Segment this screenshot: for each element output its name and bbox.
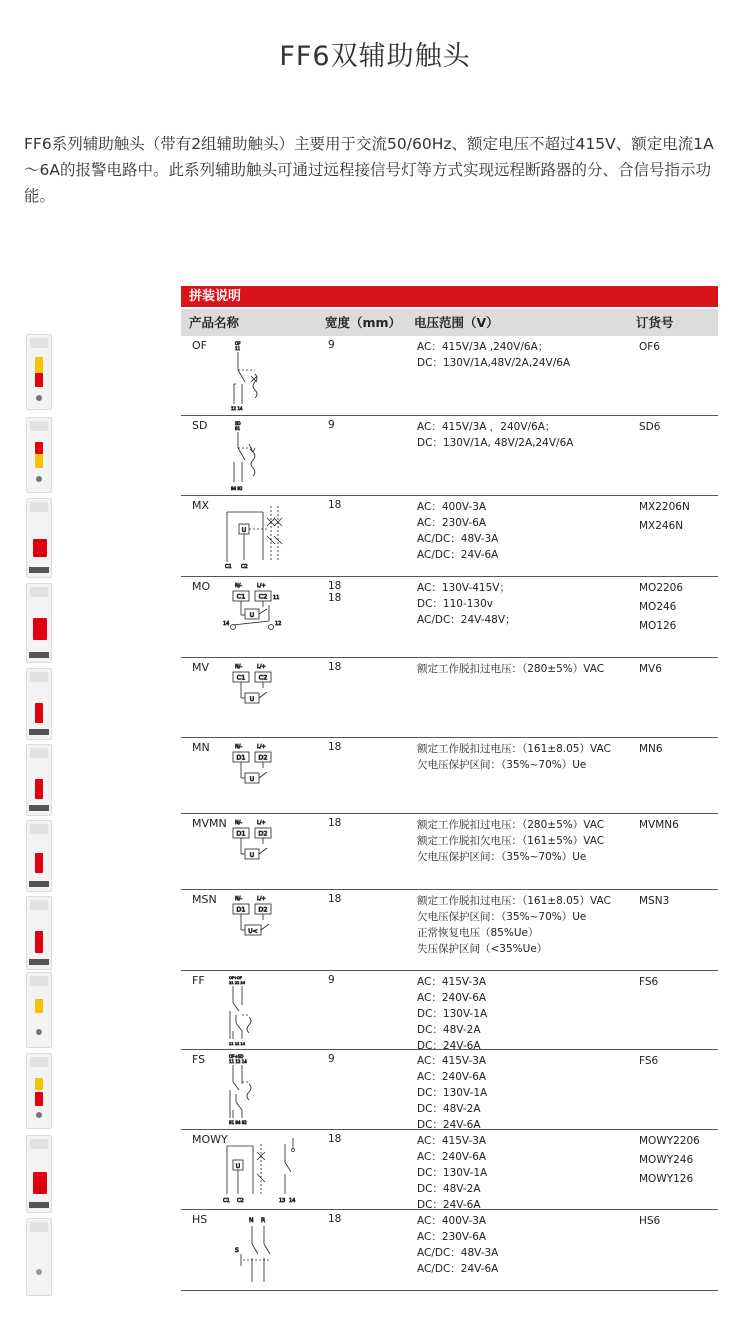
voltage-cell bbox=[406, 738, 628, 813]
diagram-label: D1 bbox=[236, 753, 246, 762]
width-cell bbox=[317, 1210, 406, 1290]
order-number: MN6 bbox=[639, 743, 663, 755]
order-number: MX2206N bbox=[639, 501, 690, 513]
width-value: 9 bbox=[328, 419, 335, 431]
product-cell bbox=[181, 738, 317, 813]
width-value: 9 bbox=[328, 974, 335, 986]
table-row bbox=[181, 416, 718, 496]
product-name: HS bbox=[192, 1213, 208, 1226]
product-thumbnail-mv bbox=[26, 668, 52, 740]
voltage-line: DC：24V-6A bbox=[417, 1199, 481, 1211]
voltage-line: 额定工作脱扣过电压：（280±5%）VAC bbox=[417, 819, 605, 831]
voltage-line: 欠电压保护区间：（35%~70%）Ue bbox=[417, 851, 587, 863]
product-thumbnail-of bbox=[26, 334, 52, 410]
order-cell bbox=[628, 1130, 718, 1209]
voltage-cell bbox=[406, 416, 628, 495]
order-cell bbox=[628, 890, 718, 970]
order-number: MOWY246 bbox=[639, 1154, 694, 1166]
voltage-line: 正常恢复电压（85%Ue） bbox=[417, 927, 539, 939]
diagram-label: C2 bbox=[258, 592, 268, 601]
diagram-label: N bbox=[249, 1217, 254, 1224]
product-thumbnail-mn bbox=[26, 744, 52, 816]
table-row bbox=[181, 890, 718, 971]
diagram-label: L/+ bbox=[257, 820, 266, 826]
order-cell bbox=[628, 336, 718, 415]
sd-switch-diagram bbox=[223, 420, 273, 492]
diagram-label: N/- bbox=[235, 744, 243, 750]
table-row bbox=[181, 738, 718, 814]
voltage-line: 额定工作脱扣过电压：（161±8.05）VAC bbox=[417, 743, 611, 755]
order-cell bbox=[628, 1050, 718, 1129]
hs-switch-diagram bbox=[223, 1214, 293, 1286]
product-cell bbox=[181, 971, 317, 1049]
product-name: MV bbox=[192, 661, 210, 674]
order-number: MV6 bbox=[639, 663, 662, 675]
voltage-line: AC：240V-6A bbox=[417, 1151, 487, 1163]
of-switch-diagram bbox=[223, 340, 273, 412]
order-number: HS6 bbox=[639, 1215, 661, 1227]
diagram-label: U bbox=[249, 852, 255, 859]
diagram-label: SD bbox=[235, 421, 241, 426]
diagram-label: 91 bbox=[235, 426, 241, 431]
width-value: 18 bbox=[328, 592, 342, 604]
voltage-line: 欠电压保护区间：（35%~70%）Ue bbox=[417, 759, 587, 771]
diagram-label: U bbox=[235, 1163, 241, 1170]
order-number: OF6 bbox=[639, 341, 660, 353]
voltage-line: AC：415V/3A ,240V/6A； bbox=[417, 341, 549, 353]
diagram-label: 21 22 24 bbox=[229, 981, 246, 985]
product-name: MX bbox=[192, 499, 210, 512]
product-name: MN bbox=[192, 741, 210, 754]
diagram-label: U bbox=[249, 776, 255, 783]
page-title: FF6双辅助触头 bbox=[279, 41, 471, 72]
voltage-line: 额定工作脱扣过电压：（161±8.05）VAC bbox=[417, 895, 611, 907]
product-name: MVMN bbox=[192, 817, 227, 830]
order-cell bbox=[628, 814, 718, 889]
voltage-cell bbox=[406, 658, 628, 737]
mo-coil-diagram bbox=[223, 581, 293, 641]
diagram-label: 11 bbox=[235, 346, 241, 351]
diagram-label: R bbox=[261, 1217, 266, 1224]
table-header-row bbox=[181, 309, 718, 336]
product-name: SD bbox=[192, 419, 208, 432]
order-number: MX246N bbox=[639, 520, 684, 532]
diagram-label: 11 12 14 bbox=[229, 1059, 247, 1064]
product-cell bbox=[181, 1050, 317, 1129]
diagram-label: D1 bbox=[236, 829, 246, 838]
diagram-label: L/+ bbox=[257, 583, 266, 589]
product-cell bbox=[181, 658, 317, 737]
width-cell bbox=[317, 658, 406, 737]
table-row bbox=[181, 1050, 718, 1130]
msn-coil-diagram bbox=[223, 894, 293, 944]
voltage-cell bbox=[406, 577, 628, 657]
mx-coil-diagram bbox=[223, 500, 293, 572]
diagram-label: D2 bbox=[258, 753, 268, 762]
width-cell bbox=[317, 971, 406, 1049]
product-cell bbox=[181, 336, 317, 415]
width-value: 18 bbox=[328, 817, 342, 829]
voltage-cell bbox=[406, 1130, 628, 1209]
voltage-line: 失压保护区间（<35%Ue） bbox=[417, 943, 548, 955]
voltage-line: AC/DC：24V-6A bbox=[417, 549, 499, 561]
table-row bbox=[181, 1210, 718, 1291]
diagram-label: N/- bbox=[235, 896, 243, 902]
voltage-line: AC：240V-6A bbox=[417, 992, 487, 1004]
product-name: MOWY bbox=[192, 1133, 228, 1146]
mvmn-coil-diagram bbox=[223, 818, 293, 868]
order-number: FS6 bbox=[639, 976, 659, 988]
width-value: 18 bbox=[328, 1133, 342, 1145]
diagram-label: S bbox=[235, 1247, 239, 1254]
diagram-label: N/- bbox=[235, 820, 243, 826]
product-cell bbox=[181, 416, 317, 495]
voltage-line: AC：230V-6A bbox=[417, 517, 487, 529]
assembly-table bbox=[181, 286, 718, 1291]
diagram-label: C2 bbox=[258, 673, 268, 682]
voltage-line: DC：48V-2A bbox=[417, 1024, 481, 1036]
order-cell bbox=[628, 738, 718, 813]
voltage-cell bbox=[406, 971, 628, 1052]
width-value: 9 bbox=[328, 1053, 335, 1065]
voltage-line: AC：240V-6A bbox=[417, 1071, 487, 1083]
width-cell bbox=[317, 416, 406, 495]
intro-paragraph: FF6系列辅助触头（带有2组辅助触头）主要用于交流50/60Hz、额定电压不超过415V、额定电流1A～6A的报警电路中。此系列辅助触头可通过远程接信号灯等方式实现远程断路器的分、合信号指示功能。 bbox=[24, 135, 714, 205]
diagram-label: D1 bbox=[236, 905, 246, 914]
width-cell bbox=[317, 496, 406, 576]
product-thumbnail-sd bbox=[26, 417, 52, 493]
diagram-label: 13 bbox=[279, 1198, 286, 1204]
fs-switch-diagram bbox=[223, 1054, 273, 1126]
mv-coil-diagram bbox=[223, 662, 293, 712]
voltage-line: DC：24V-6A bbox=[417, 1040, 481, 1052]
product-name: MO bbox=[192, 580, 211, 593]
width-cell bbox=[317, 814, 406, 889]
order-number: MOWY2206 bbox=[639, 1135, 700, 1147]
voltage-line: AC：400V-3A bbox=[417, 501, 487, 513]
product-name: OF bbox=[192, 339, 207, 352]
order-cell bbox=[628, 1210, 718, 1290]
diagram-label: C1 bbox=[225, 564, 232, 570]
header-order-number: 订货号 bbox=[636, 315, 674, 330]
order-number: MVMN6 bbox=[639, 819, 679, 831]
order-cell bbox=[628, 496, 718, 576]
product-cell bbox=[181, 890, 317, 970]
voltage-cell bbox=[406, 336, 628, 415]
product-thumbnail-mowy bbox=[26, 1135, 52, 1213]
product-name: FS bbox=[192, 1053, 206, 1066]
width-value: 18 bbox=[328, 1213, 342, 1225]
voltage-line: AC/DC：48V-3A bbox=[417, 533, 499, 545]
width-value: 18 bbox=[328, 661, 342, 673]
voltage-line: DC：110-130v bbox=[417, 598, 494, 610]
table-row bbox=[181, 814, 718, 890]
diagram-label: 11 bbox=[273, 595, 280, 601]
product-thumbnail-ff bbox=[26, 972, 52, 1048]
order-cell bbox=[628, 416, 718, 495]
order-number: MO2206 bbox=[639, 582, 684, 594]
order-number: MSN3 bbox=[639, 895, 670, 907]
voltage-line: 欠电压保护区间：（35%~70%）Ue bbox=[417, 911, 587, 923]
order-cell bbox=[628, 577, 718, 657]
header-voltage-range: 电压范围（V） bbox=[414, 315, 499, 330]
diagram-label: 12 bbox=[275, 621, 282, 627]
ff-switch-diagram bbox=[223, 975, 273, 1047]
voltage-line: DC：48V-2A bbox=[417, 1183, 481, 1195]
voltage-line: 额定工作脱扣过电压：（280±5%）VAC bbox=[417, 663, 605, 675]
table-row bbox=[181, 658, 718, 738]
voltage-line: DC：130V-1A bbox=[417, 1008, 488, 1020]
voltage-cell bbox=[406, 890, 628, 970]
voltage-line: AC：415V-3A bbox=[417, 1055, 487, 1067]
width-value: 9 bbox=[328, 339, 335, 351]
voltage-line: AC：230V-6A bbox=[417, 1231, 487, 1243]
header-width: 宽度（mm） bbox=[325, 315, 402, 330]
header-product-name: 产品名称 bbox=[189, 315, 240, 330]
diagram-label: C1 bbox=[236, 592, 246, 601]
table-caption: 拼装说明 bbox=[181, 286, 718, 307]
product-cell bbox=[181, 577, 317, 657]
product-thumbnail-hs bbox=[26, 1218, 52, 1296]
diagram-label: U bbox=[241, 527, 247, 534]
diagram-label: OF bbox=[235, 341, 241, 346]
product-name: FF bbox=[192, 974, 205, 987]
table-body bbox=[181, 336, 718, 1291]
table-row bbox=[181, 336, 718, 416]
voltage-line: AC/DC：48V-3A bbox=[417, 1247, 499, 1259]
order-cell bbox=[628, 971, 718, 1049]
voltage-line: AC：415V-3A bbox=[417, 976, 487, 988]
mowy-coil-diagram bbox=[223, 1134, 313, 1206]
voltage-line: DC：130V-1A bbox=[417, 1167, 488, 1179]
voltage-line: AC/DC：24V-6A bbox=[417, 1263, 499, 1275]
diagram-label: L/+ bbox=[257, 896, 266, 902]
diagram-label: OF+OF bbox=[229, 976, 242, 980]
diagram-label: C1 bbox=[236, 673, 246, 682]
diagram-label: OF+SD bbox=[229, 1054, 244, 1059]
width-value: 18 bbox=[328, 499, 342, 511]
product-thumbnail-msn bbox=[26, 896, 52, 970]
diagram-label: C2 bbox=[237, 1198, 244, 1204]
order-number: MO246 bbox=[639, 601, 677, 613]
width-cell bbox=[317, 738, 406, 813]
voltage-line: AC：130V-415V； bbox=[417, 582, 510, 594]
width-cell bbox=[317, 577, 406, 657]
diagram-label: N/- bbox=[235, 664, 243, 670]
voltage-line: AC：400V-3A bbox=[417, 1215, 487, 1227]
product-thumbnail-fs bbox=[26, 1053, 52, 1129]
width-value: 18 bbox=[328, 741, 342, 753]
width-cell bbox=[317, 890, 406, 970]
diagram-label: 91 94 92 bbox=[229, 1120, 247, 1125]
width-cell bbox=[317, 1130, 406, 1209]
product-name: MSN bbox=[192, 893, 217, 906]
order-number: FS6 bbox=[639, 1055, 659, 1067]
diagram-label: U< bbox=[248, 928, 258, 935]
voltage-line: AC/DC：24V-48V； bbox=[417, 614, 516, 626]
table-row bbox=[181, 577, 718, 658]
voltage-line: DC：24V-6A bbox=[417, 1119, 481, 1131]
diagram-label: U bbox=[249, 612, 255, 619]
width-value: 18 bbox=[328, 580, 342, 592]
voltage-line: AC：415V-3A bbox=[417, 1135, 487, 1147]
product-thumbnail-mo bbox=[26, 583, 52, 663]
order-number: MO126 bbox=[639, 620, 677, 632]
product-thumbnail-mvmn bbox=[26, 820, 52, 892]
voltage-cell bbox=[406, 496, 628, 576]
diagram-label: 12 14 bbox=[231, 406, 243, 411]
width-value: 18 bbox=[328, 893, 342, 905]
voltage-cell bbox=[406, 1050, 628, 1129]
diagram-label: 14 bbox=[223, 621, 230, 627]
diagram-label: D2 bbox=[258, 829, 268, 838]
diagram-label: L/+ bbox=[257, 664, 266, 670]
order-number: MOWY126 bbox=[639, 1173, 694, 1185]
product-cell bbox=[181, 1210, 317, 1290]
table-row bbox=[181, 1130, 718, 1210]
voltage-line: DC：48V-2A bbox=[417, 1103, 481, 1115]
diagram-label: 11 12 14 bbox=[229, 1042, 246, 1046]
diagram-label: U bbox=[249, 696, 255, 703]
product-thumbnail-mx bbox=[26, 498, 52, 578]
diagram-label: D2 bbox=[258, 905, 268, 914]
diagram-label: C1 bbox=[223, 1198, 230, 1204]
order-cell bbox=[628, 658, 718, 737]
voltage-cell bbox=[406, 1210, 628, 1290]
product-cell bbox=[181, 496, 317, 576]
mn-coil-diagram bbox=[223, 742, 293, 792]
voltage-line: DC：130V-1A bbox=[417, 1087, 488, 1099]
diagram-label: C2 bbox=[241, 564, 248, 570]
width-cell bbox=[317, 1050, 406, 1129]
diagram-label: 14 bbox=[289, 1198, 296, 1204]
order-number: SD6 bbox=[639, 421, 661, 433]
diagram-label: N/- bbox=[235, 583, 243, 589]
diagram-label: L/+ bbox=[257, 744, 266, 750]
voltage-line: DC：130V/1A, 48V/2A,24V/6A bbox=[417, 437, 574, 449]
table-row bbox=[181, 971, 718, 1050]
product-cell bbox=[181, 1130, 317, 1209]
voltage-cell bbox=[406, 814, 628, 889]
product-cell bbox=[181, 814, 317, 889]
voltage-line: DC：130V/1A,48V/2A,24V/6A bbox=[417, 357, 571, 369]
voltage-line: 额定工作脱扣欠电压：（161±5%）VAC bbox=[417, 835, 605, 847]
diagram-label: 94 92 bbox=[231, 486, 243, 491]
voltage-line: AC：415V/3A ，240V/6A； bbox=[417, 421, 556, 433]
table-row bbox=[181, 496, 718, 577]
width-cell bbox=[317, 336, 406, 415]
